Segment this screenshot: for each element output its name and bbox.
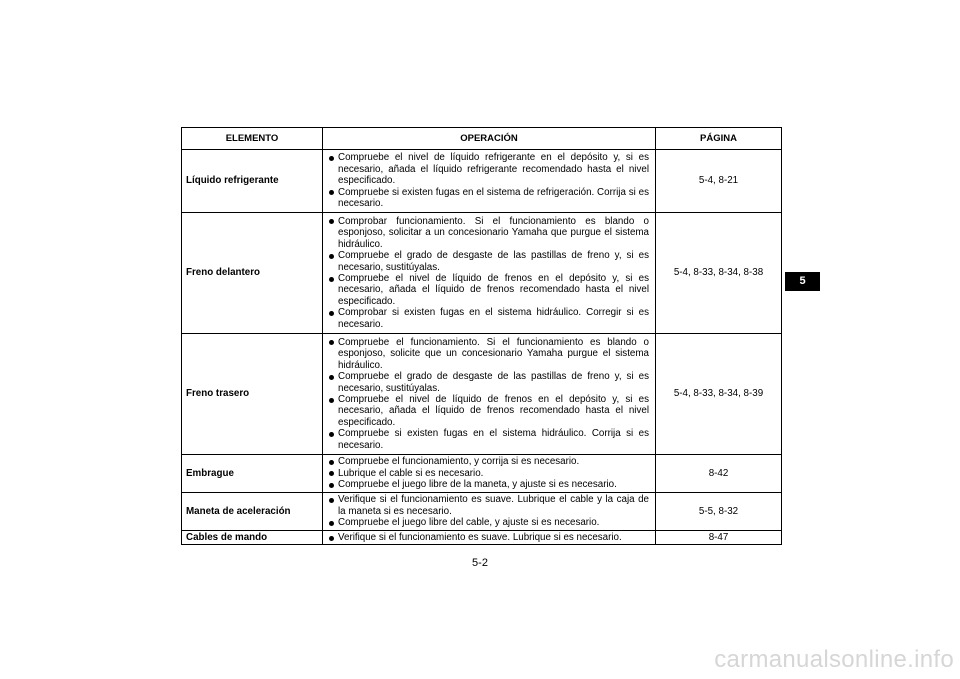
row-element: Freno trasero bbox=[182, 334, 323, 455]
operation-item: Verifique si el funcionamiento es suave. Lubrique si es necesario. bbox=[329, 532, 649, 543]
header-operation: OPERACIÓN bbox=[323, 128, 656, 150]
row-operations bbox=[323, 531, 656, 545]
row-operations bbox=[323, 150, 656, 213]
header-element: ELEMENTO bbox=[182, 128, 323, 150]
table-row bbox=[182, 455, 782, 493]
row-page: 8-47 bbox=[656, 531, 782, 545]
row-operations bbox=[323, 493, 656, 531]
operation-item: Verifique si el funcionamiento es suave. Lubrique el cable y la caja de la maneta si es necesario. bbox=[329, 494, 649, 517]
row-element: Freno delantero bbox=[182, 213, 323, 334]
table-row bbox=[182, 334, 782, 455]
table-row bbox=[182, 493, 782, 531]
operation-item: Compruebe si existen fugas en el sistema de refrigeración. Corrija si es necesario. bbox=[329, 187, 649, 210]
page-number: 5-2 bbox=[472, 557, 488, 569]
watermark: carmanualsonline.info bbox=[714, 646, 954, 673]
table-row bbox=[182, 531, 782, 545]
operation-item: Compruebe el juego libre de la maneta, y ajuste si es necesario. bbox=[329, 479, 649, 490]
chapter-tab: 5 bbox=[785, 272, 820, 291]
table-header-row bbox=[182, 128, 782, 150]
row-operations bbox=[323, 213, 656, 334]
operation-item: Compruebe el nivel de líquido de frenos en el depósito y, si es necesario, añada el líquido de frenos recomendado hasta el nivel especificado. bbox=[329, 273, 649, 307]
operation-item: Compruebe el grado de desgaste de las pastillas de freno y, si es necesario, sustitúyalas. bbox=[329, 371, 649, 394]
operation-item: Comprobar funcionamiento. Si el funcionamiento es blando o esponjoso, solicitar a un concesionario Yamaha que purgue el sistema hidráulico. bbox=[329, 216, 649, 250]
operation-item: Compruebe el nivel de líquido de frenos en el depósito y, si es necesario, añada el líquido de frenos recomendado hasta el nivel especificado. bbox=[329, 394, 649, 428]
maintenance-table bbox=[181, 127, 782, 545]
row-page: 5-4, 8-33, 8-34, 8-38 bbox=[656, 213, 782, 334]
row-element: Líquido refrigerante bbox=[182, 150, 323, 213]
operation-item: Compruebe el grado de desgaste de las pastillas de freno y, si es necesario, sustitúyalas. bbox=[329, 250, 649, 273]
row-element: Cables de mando bbox=[182, 531, 323, 545]
operation-item: Compruebe el nivel de líquido refrigerante en el depósito y, si es necesario, añada el líquido refrigerante recomendado hasta el nivel especificado. bbox=[329, 152, 649, 186]
row-page: 5-5, 8-32 bbox=[656, 493, 782, 531]
operation-item: Compruebe si existen fugas en el sistema hidráulico. Corrija si es necesario. bbox=[329, 428, 649, 451]
header-page: PÁGINA bbox=[656, 128, 782, 150]
table-row bbox=[182, 150, 782, 213]
row-element: Maneta de aceleración bbox=[182, 493, 323, 531]
operation-item: Compruebe el funcionamiento. Si el funcionamiento es blando o esponjoso, solicite que un concesionario Yamaha purgue el sistema hidráulico. bbox=[329, 337, 649, 371]
operation-item: Compruebe el funcionamiento, y corrija si es necesario. bbox=[329, 456, 649, 467]
row-operations bbox=[323, 334, 656, 455]
operation-item: Compruebe el juego libre del cable, y ajuste si es necesario. bbox=[329, 517, 649, 528]
row-operations bbox=[323, 455, 656, 493]
row-page: 8-42 bbox=[656, 455, 782, 493]
row-page: 5-4, 8-33, 8-34, 8-39 bbox=[656, 334, 782, 455]
operation-item: Comprobar si existen fugas en el sistema hidráulico. Corregir si es necesario. bbox=[329, 307, 649, 330]
maintenance-table-container bbox=[181, 127, 781, 545]
row-element: Embrague bbox=[182, 455, 323, 493]
table-row bbox=[182, 213, 782, 334]
operation-item: Lubrique el cable si es necesario. bbox=[329, 468, 649, 479]
row-page: 5-4, 8-21 bbox=[656, 150, 782, 213]
